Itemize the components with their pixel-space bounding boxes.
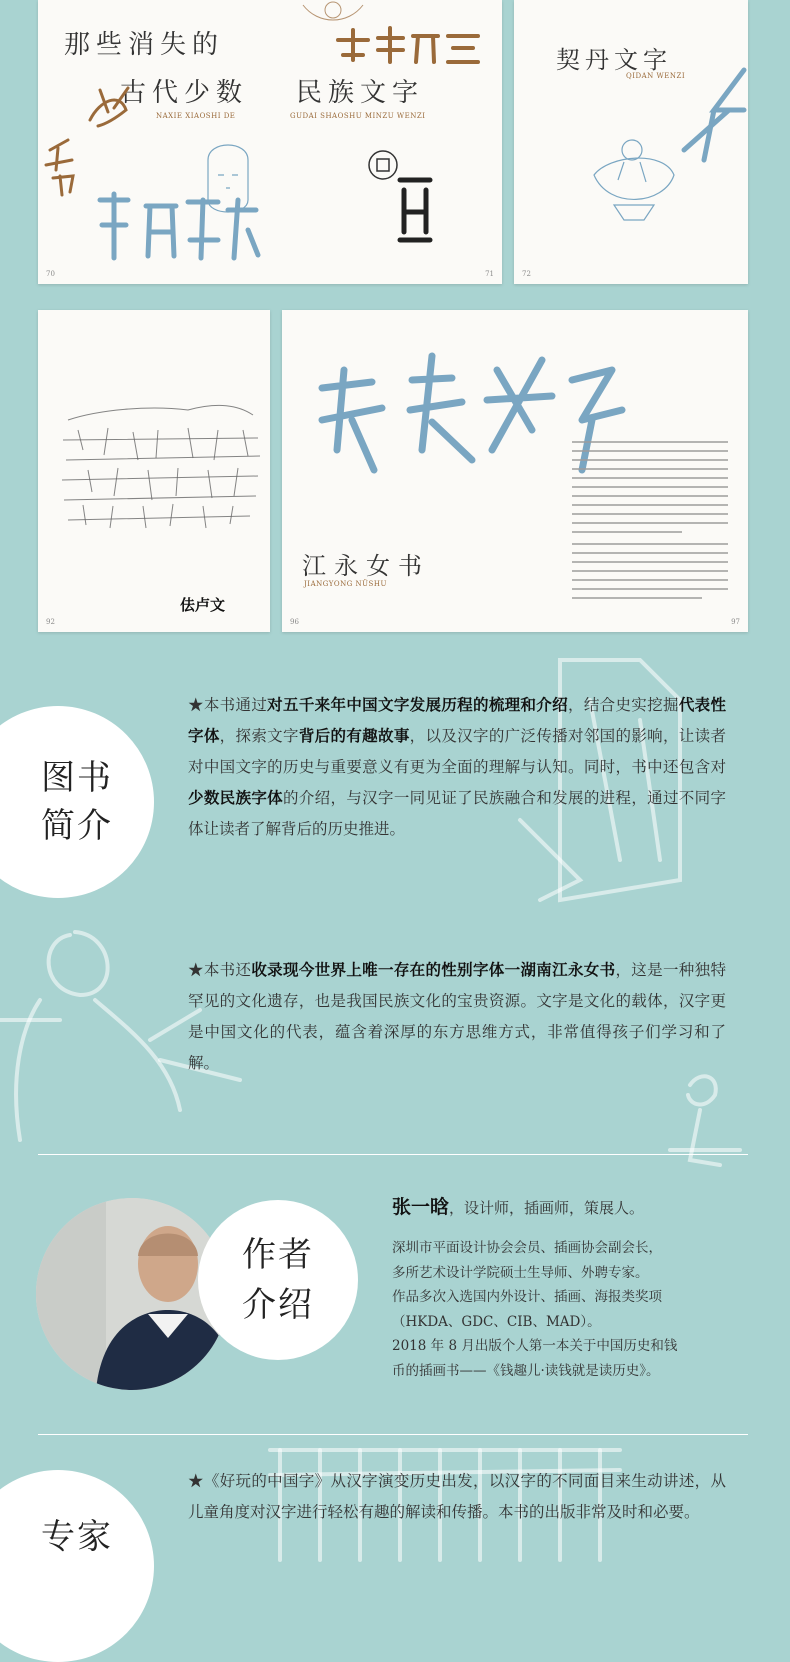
intro-p1-text-5: 的介绍，与汉字一同见证了民族融合和发展的进程，通过不同字体让读者了解背后的历史推进。 xyxy=(188,789,726,838)
expert-review-body: ★《好玩的中国字》从汉字演变历史出发，以汉字的不同面目来生动讲述，从儿童角度对汉字进行轻松有趣的解读和传播。本书的出版非常及时和必要。 xyxy=(188,1472,726,1521)
author-label-line2: 介绍 xyxy=(242,1285,314,1325)
expert-label-circle xyxy=(0,1470,154,1662)
intro-p2-text-2: ，这是一种独特罕见的文化遗存，也是我国民族文化的宝贵资源。文字是文化的载体，汉字更是中国文化的代表，蕴含着深厚的东方思维方式，非常值得孩子们学习和了解。 xyxy=(188,961,726,1072)
intro-p2-text-1: ★本书还 xyxy=(188,961,252,979)
author-bio-line: 币的插画书——《钱趣儿·读钱就是读历史》。 xyxy=(392,1362,660,1379)
ancient-script-illustration xyxy=(38,0,502,284)
intro-label-line1: 图书 xyxy=(41,758,113,798)
page-qulu-script xyxy=(38,310,270,632)
qidan-page-number: 72 xyxy=(522,270,531,278)
spread-nushu xyxy=(282,310,748,632)
spread-title-line2b: 民族文字 xyxy=(296,78,425,108)
author-name: 张一晗 xyxy=(392,1196,450,1218)
page-number-right: 71 xyxy=(485,270,494,278)
page-qidan-script xyxy=(514,0,748,284)
author-bio-line: 深圳市平面设计协会会员、插画协会副会长， xyxy=(392,1240,662,1256)
section-divider-2 xyxy=(38,1434,748,1435)
intro-p1-bold-2: 代表性字体 xyxy=(188,696,726,745)
nushu-title: 江永女书 xyxy=(302,552,430,580)
qidan-title: 契丹文字 xyxy=(556,46,672,74)
qidan-illustration xyxy=(514,0,748,284)
qulu-page-number: 92 xyxy=(46,618,55,626)
qulu-manuscript-illustration xyxy=(38,310,270,632)
page-number-left: 70 xyxy=(46,270,55,278)
intro-paragraph-2 xyxy=(188,955,726,1079)
expert-label-line1: 专家 xyxy=(41,1517,113,1557)
spread-title-line2a: 古代少数 xyxy=(120,78,249,108)
author-name-line xyxy=(392,1192,644,1219)
spread-minority-scripts xyxy=(38,0,502,284)
author-bio-line: （HKDA、GDC、CIB、MAD）。 xyxy=(392,1313,601,1330)
intro-p1-bold-1: 对五千来年中国文字发展历程的梳理和介绍 xyxy=(267,696,568,714)
intro-label-line2: 简介 xyxy=(41,806,113,846)
author-bio-line: 作品多次入选国内外设计、插画、海报类奖项 xyxy=(392,1289,662,1305)
author-bio xyxy=(392,1236,742,1383)
intro-p1-text-2: ，结合史实挖掘 xyxy=(567,696,679,714)
intro-p2-bold-1: 收录现今世界上唯一存在的性别字体一湖南江永女书 xyxy=(251,961,616,979)
qulu-title: 佉卢文 xyxy=(180,596,226,614)
nushu-page-number-left: 96 xyxy=(290,618,299,626)
nushu-body-text-placeholder xyxy=(282,310,748,632)
author-label-circle xyxy=(198,1200,358,1360)
author-label-line1: 作者 xyxy=(242,1235,314,1275)
intro-p1-bold-3: 背后的有趣故事 xyxy=(298,727,410,745)
qidan-pinyin: QIDAN WENZI xyxy=(626,72,686,80)
spread-pinyin-left: NAXIE XIAOSHI DE xyxy=(156,112,236,120)
expert-review-text xyxy=(188,1466,726,1528)
spread-pinyin-right: GUDAI SHAOSHU MINZU WENZI xyxy=(290,112,426,120)
section-divider-1 xyxy=(38,1154,748,1155)
intro-p1-text-3: ，探索文字 xyxy=(219,727,299,745)
author-roles: ，设计师，插画师，策展人。 xyxy=(449,1199,645,1217)
intro-label-circle xyxy=(0,706,154,898)
author-bio-line: 多所艺术设计学院硕士生导师、外聘专家。 xyxy=(392,1264,649,1281)
spread-title-line1: 那些消失的 xyxy=(64,30,225,60)
intro-p1-text-1: ★本书通过 xyxy=(188,696,268,714)
intro-paragraph-1 xyxy=(188,690,726,845)
intro-p1-text-4: ，以及汉字的广泛传播对邻国的影响，让读者对中国文字的历史与重要意义有更为全面的理解与认知。同时，书中还包含对 xyxy=(188,727,726,776)
intro-p1-bold-4: 少数民族字体 xyxy=(188,789,283,807)
nushu-pinyin: JIANGYONG NÜSHU xyxy=(304,580,387,588)
author-bio-line: 2018 年 8 月出版个人第一本关于中国历史和钱 xyxy=(392,1338,678,1354)
nushu-page-number-right: 97 xyxy=(731,618,740,626)
